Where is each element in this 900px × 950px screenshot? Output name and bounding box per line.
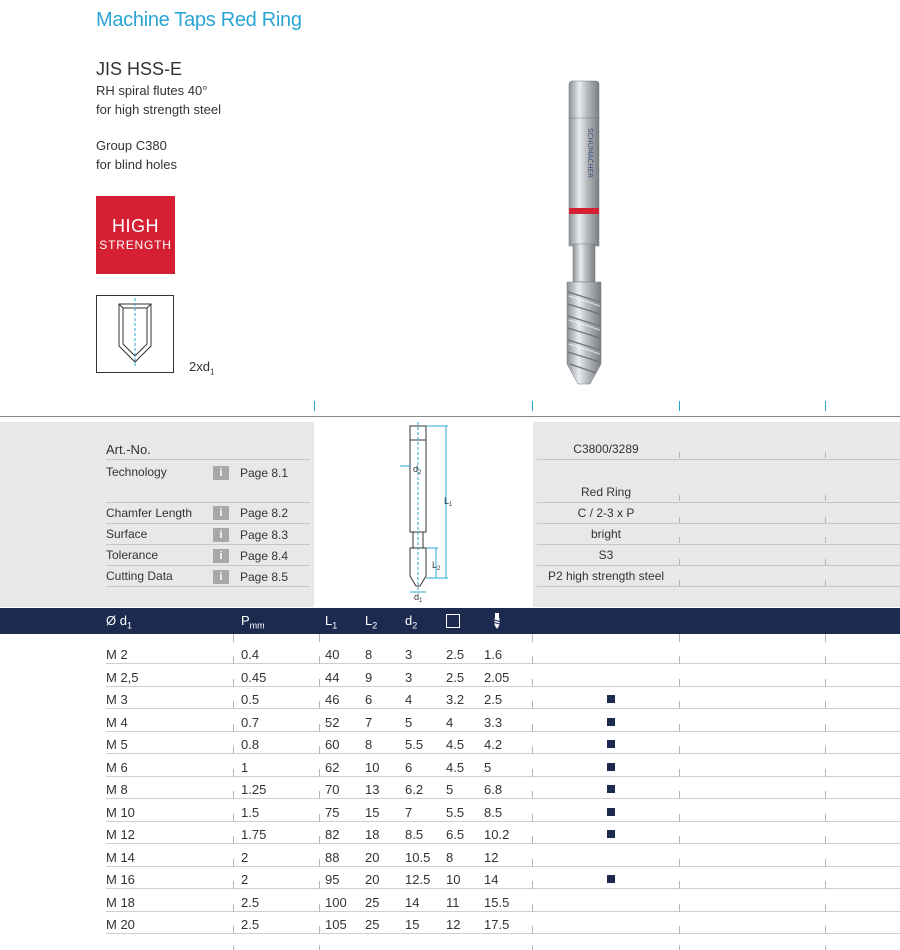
cell-d2: 15 (405, 917, 420, 932)
column-tick (233, 701, 234, 709)
cell-square: 12 (446, 917, 461, 932)
info-icon[interactable]: i (213, 549, 229, 563)
row-divider (106, 866, 900, 867)
column-tick (679, 634, 680, 642)
spec-label-technology: Technology (106, 465, 167, 479)
cell-l1: 105 (325, 917, 347, 932)
column-tick (679, 401, 680, 411)
cell-l2: 15 (365, 804, 380, 820)
header-l1: $L_1$ (325, 613, 338, 631)
column-tick (233, 634, 234, 642)
column-tick (314, 401, 315, 411)
column-tick (233, 836, 234, 844)
spec-divider (537, 459, 900, 460)
high-strength-badge (96, 196, 175, 274)
cell-drill: 6.8 (484, 782, 503, 797)
table-row (0, 712, 900, 734)
table-row (0, 734, 900, 756)
table-row (0, 824, 900, 846)
column-tick (532, 881, 533, 889)
cell-drill: 17.5 (484, 917, 510, 932)
column-tick (825, 495, 826, 501)
availability-mark (607, 808, 615, 816)
cell-pitch: 1 (241, 759, 249, 775)
row-divider (106, 753, 900, 754)
availability-mark (607, 718, 615, 726)
availability-mark (607, 830, 615, 838)
cell-d1: M 8 (106, 782, 128, 797)
column-tick (825, 656, 826, 664)
cell-pitch: 1.75 (241, 827, 267, 842)
cell-d1: M 16 (106, 872, 135, 887)
badge-line1: HIGH (112, 216, 159, 236)
column-tick (679, 836, 680, 844)
cell-drill: 3.3 (484, 714, 503, 730)
cell-pitch: 2 (241, 849, 249, 865)
table-row (0, 779, 900, 801)
cell-l1: 44 (325, 669, 340, 685)
description-line: RH spiral flutes 40° (96, 83, 208, 98)
column-tick (233, 881, 234, 889)
spec-value-chamfer: C / 2-3 x P (577, 506, 635, 520)
spec-value-cutting-data: P2 high strength steel (547, 569, 665, 583)
cell-d2: 14 (405, 894, 420, 910)
cell-square: 4.5 (446, 737, 465, 752)
spec-label-chamfer: Chamfer Length (106, 506, 193, 520)
table-row (0, 644, 900, 666)
cell-d1: M 2 (106, 647, 128, 662)
header-pitch: $P_{mm}$ (241, 613, 265, 631)
column-tick (825, 559, 826, 565)
info-icon[interactable]: i (213, 506, 229, 520)
column-tick (319, 679, 320, 687)
tool-brand-text: SCHUMACHER (586, 128, 594, 178)
cell-d2: 5.5 (405, 737, 424, 752)
cell-d1: M 10 (106, 804, 135, 820)
product-subtitle: JIS HSS-E (96, 59, 183, 79)
row-divider (106, 843, 900, 844)
column-tick (233, 679, 234, 687)
product-group (96, 136, 177, 174)
column-tick (679, 814, 680, 822)
square-icon (446, 614, 460, 628)
column-tick (825, 859, 826, 867)
table-row (0, 914, 900, 936)
column-tick (233, 656, 234, 664)
column-tick (679, 679, 680, 687)
column-tick (319, 656, 320, 664)
column-tick (825, 769, 826, 777)
cell-l2: 25 (365, 894, 380, 910)
product-description (96, 81, 221, 119)
row-divider (106, 911, 900, 912)
cell-d1: M 18 (106, 894, 135, 910)
column-tick (679, 769, 680, 777)
cell-pitch: 2.5 (241, 894, 260, 910)
column-tick (233, 814, 234, 822)
l2-label: $L_2$ (432, 560, 441, 572)
cell-l1: 52 (325, 714, 340, 730)
tap-tool-image (560, 78, 610, 395)
cell-drill: 1.6 (484, 647, 503, 662)
column-tick (319, 746, 320, 754)
spec-divider (537, 523, 900, 524)
cell-d2: 6 (405, 759, 413, 775)
cell-d1: M 5 (106, 737, 128, 752)
cell-d2: 3 (405, 647, 413, 662)
column-tick (233, 791, 234, 799)
column-tick (825, 746, 826, 754)
d1-label: $d_1$ (414, 592, 423, 604)
cell-d1: M 3 (106, 692, 128, 707)
column-tick (679, 859, 680, 867)
spec-label-art-no: Art.-No. (106, 442, 151, 457)
column-tick (319, 904, 320, 912)
cell-drill: 14 (484, 872, 499, 887)
header-l2: $L_2$ (365, 613, 378, 631)
column-tick (319, 881, 320, 889)
badge-line2: STRENGTH (99, 238, 172, 252)
spec-divider (537, 544, 900, 545)
column-tick (319, 791, 320, 799)
cell-pitch: 2 (241, 872, 249, 887)
column-tick (532, 836, 533, 844)
cell-square: 2.5 (446, 669, 465, 685)
cell-l1: 75 (325, 804, 340, 820)
availability-mark (607, 785, 615, 793)
column-tick (233, 746, 234, 754)
cell-pitch: 2.5 (241, 917, 260, 932)
page-title: Machine Taps Red Ring (96, 9, 302, 31)
table-header (0, 608, 900, 634)
column-tick (825, 945, 826, 950)
info-icon[interactable]: i (213, 570, 229, 584)
description-line: for high strength steel (96, 102, 222, 117)
cell-square: 5.5 (446, 804, 465, 820)
cell-d2: 4 (405, 692, 413, 707)
row-divider (106, 731, 900, 732)
hole-depth-label: $2xd_1$ (189, 359, 215, 377)
column-tick (679, 904, 680, 912)
column-tick (319, 945, 320, 950)
column-tick (233, 926, 234, 934)
cell-d1: M 12 (106, 827, 135, 842)
column-tick (532, 904, 533, 912)
cell-pitch: 0.5 (241, 692, 260, 707)
row-divider (106, 821, 900, 822)
spec-page-ref[interactable]: Page 8.4 (240, 549, 289, 563)
cell-l2: 18 (365, 827, 380, 842)
cell-l1: 95 (325, 872, 340, 887)
column-tick (532, 746, 533, 754)
row-divider (106, 708, 900, 709)
group-line: for blind holes (96, 157, 177, 172)
cell-d2: 7 (405, 804, 413, 820)
column-tick (825, 724, 826, 732)
cell-l1: 40 (325, 647, 340, 662)
cell-square: 4 (446, 714, 454, 730)
column-tick (319, 814, 320, 822)
spec-divider (537, 502, 900, 503)
spec-divider (537, 586, 900, 587)
cell-l2: 9 (365, 669, 373, 685)
column-tick (233, 724, 234, 732)
cell-d2: 8.5 (405, 827, 424, 842)
cell-drill: 12 (484, 849, 499, 865)
column-tick (532, 724, 533, 732)
column-tick (532, 926, 533, 934)
cell-l1: 100 (325, 894, 347, 910)
column-tick (233, 904, 234, 912)
info-icon[interactable]: i (213, 528, 229, 542)
cell-pitch: 0.7 (241, 714, 260, 730)
cell-pitch: 1.25 (241, 782, 267, 797)
spec-divider (537, 565, 900, 566)
info-icon[interactable]: i (213, 466, 229, 480)
cell-l1: 60 (325, 737, 340, 752)
column-tick (825, 679, 826, 687)
column-tick (532, 401, 533, 411)
tap-dimension-diagram (380, 420, 470, 611)
cell-square: 4.5 (446, 759, 465, 775)
cell-d1: M 14 (106, 849, 135, 865)
availability-mark (607, 740, 615, 748)
table-row (0, 689, 900, 711)
cell-drill: 2.5 (484, 692, 503, 707)
spec-page-ref[interactable]: Page 8.2 (240, 506, 289, 520)
spec-page-ref[interactable]: Page 8.1 (240, 466, 289, 480)
availability-mark (607, 763, 615, 771)
cell-l2: 8 (365, 737, 373, 752)
cell-d1: M 4 (106, 714, 128, 730)
column-tick (532, 859, 533, 867)
cell-square: 2.5 (446, 647, 465, 662)
l1-label: $L_1$ (444, 496, 453, 508)
spec-page-ref[interactable]: Page 8.5 (240, 570, 289, 584)
cell-l1: 46 (325, 692, 340, 707)
table-row (0, 892, 900, 914)
cell-l1: 82 (325, 827, 340, 842)
column-tick (233, 945, 234, 950)
spec-label-cutting-data: Cutting Data (106, 569, 173, 583)
cell-drill: 5 (484, 759, 492, 775)
cell-d2: 5 (405, 714, 413, 730)
spec-divider (106, 544, 310, 545)
table-row (0, 757, 900, 779)
column-tick (319, 724, 320, 732)
cell-l2: 25 (365, 917, 380, 932)
column-tick (319, 769, 320, 777)
cell-l2: 6 (365, 692, 373, 707)
column-tick (532, 656, 533, 664)
table-row (0, 667, 900, 689)
cell-pitch: 1.5 (241, 804, 260, 820)
cell-l2: 10 (365, 759, 380, 775)
row-divider (106, 686, 900, 687)
section-divider (0, 416, 900, 417)
cell-l2: 20 (365, 849, 380, 865)
column-tick (825, 634, 826, 642)
spec-divider (106, 565, 310, 566)
column-tick (532, 791, 533, 799)
column-tick (825, 452, 826, 458)
cell-d2: 6.2 (405, 782, 424, 797)
column-tick (319, 836, 320, 844)
cell-square: 8 (446, 849, 454, 865)
table-row (0, 869, 900, 891)
spec-divider (106, 523, 310, 524)
d2-label: $d_2$ (413, 464, 422, 476)
group-line: Group C380 (96, 138, 167, 153)
cell-drill: 10.2 (484, 827, 510, 842)
column-tick (679, 701, 680, 709)
cell-drill: 2.05 (484, 669, 510, 685)
column-tick (532, 634, 533, 642)
cell-drill: 4.2 (484, 737, 503, 752)
column-tick (825, 701, 826, 709)
cell-d2: 3 (405, 669, 413, 685)
column-tick (319, 701, 320, 709)
cell-d2: 10.5 (405, 849, 431, 865)
column-tick (319, 926, 320, 934)
column-tick (532, 945, 533, 950)
column-tick (825, 580, 826, 586)
column-tick (679, 724, 680, 732)
spec-value-tolerance: S3 (598, 548, 614, 562)
column-tick (233, 769, 234, 777)
column-tick (532, 679, 533, 687)
cell-square: 3.2 (446, 692, 465, 707)
column-tick (825, 517, 826, 523)
column-tick (319, 634, 320, 642)
cell-pitch: 0.45 (241, 669, 267, 685)
column-tick (679, 746, 680, 754)
column-tick (233, 859, 234, 867)
table-row (0, 847, 900, 869)
cell-d1: M 20 (106, 917, 135, 932)
spec-divider (106, 459, 310, 460)
spec-label-surface: Surface (106, 527, 148, 541)
cell-square: 6.5 (446, 827, 465, 842)
cell-drill: 8.5 (484, 804, 503, 820)
header-d2: $d_2$ (405, 613, 418, 631)
row-divider (106, 888, 900, 889)
column-tick (825, 401, 826, 411)
column-tick (679, 926, 680, 934)
column-tick (319, 859, 320, 867)
column-tick (679, 537, 680, 543)
row-divider (106, 663, 900, 664)
column-tick (679, 945, 680, 950)
cell-l1: 70 (325, 782, 340, 797)
cell-l1: 62 (325, 759, 340, 775)
cell-pitch: 0.8 (241, 737, 260, 752)
column-tick (825, 926, 826, 934)
spec-value-art-no: C3800/3289 (573, 442, 639, 456)
blind-hole-icon (96, 295, 174, 373)
spec-page-ref[interactable]: Page 8.3 (240, 528, 289, 542)
column-tick (825, 836, 826, 844)
column-tick (825, 904, 826, 912)
spec-value-surface: bright (590, 527, 622, 541)
spec-label-tolerance: Tolerance (106, 548, 159, 562)
column-tick (532, 701, 533, 709)
column-tick (679, 656, 680, 664)
column-tick (679, 580, 680, 586)
row-divider (106, 798, 900, 799)
column-tick (825, 814, 826, 822)
cell-square: 10 (446, 872, 461, 887)
column-tick (679, 495, 680, 501)
drill-icon (492, 612, 502, 635)
cell-square: 11 (446, 894, 460, 910)
cell-d1: M 6 (106, 759, 128, 775)
cell-l2: 7 (365, 714, 373, 730)
spec-divider (106, 586, 310, 587)
table-row (0, 802, 900, 824)
spec-divider (106, 502, 310, 503)
cell-d2: 12.5 (405, 872, 431, 887)
cell-drill: 15.5 (484, 894, 510, 910)
column-tick (679, 517, 680, 523)
column-tick (825, 881, 826, 889)
spec-value-technology: Red Ring (580, 485, 632, 499)
row-divider (106, 776, 900, 777)
row-divider (106, 933, 900, 934)
cell-l2: 8 (365, 647, 373, 662)
column-tick (679, 791, 680, 799)
cell-pitch: 0.4 (241, 647, 260, 662)
column-tick (825, 791, 826, 799)
column-tick (532, 769, 533, 777)
availability-mark (607, 695, 615, 703)
column-tick (679, 559, 680, 565)
cell-l2: 13 (365, 782, 380, 797)
column-tick (825, 537, 826, 543)
cell-l1: 88 (325, 849, 340, 865)
column-tick (532, 814, 533, 822)
cell-square: 5 (446, 782, 454, 797)
header-d1: Ø $d_1$ (106, 613, 132, 631)
cell-l2: 20 (365, 872, 380, 887)
availability-mark (607, 875, 615, 883)
column-tick (679, 452, 680, 458)
cell-d1: M 2,5 (106, 669, 139, 685)
column-tick (679, 881, 680, 889)
